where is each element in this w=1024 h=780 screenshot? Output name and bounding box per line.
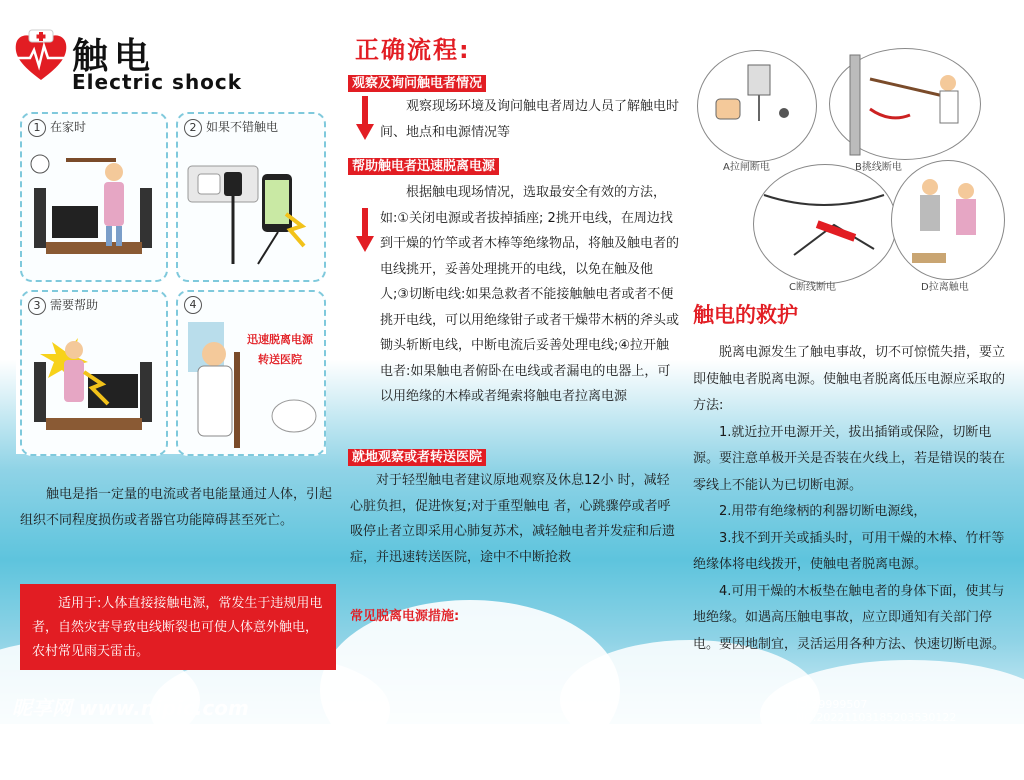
step1-label-wrap: [348, 72, 486, 91]
step3-section: [350, 468, 680, 570]
step2-label-wrap: [348, 155, 499, 174]
intro-section: [20, 482, 332, 534]
shock-scene: [22, 292, 166, 454]
pull-switch-icon: [698, 51, 816, 161]
panel-number: 2: [184, 119, 202, 137]
method-a-circle: [697, 50, 817, 162]
step3-label-wrap: [348, 446, 486, 465]
step2-text: 根据触电现场情况，选取最安全有效的方法，如:①关闭电源或者拔掉插座; 2挑开电线，在周边找到干燥的竹竿或者木棒等绝缘物品，将触及触电者的电线挑开，妥善处理挑开的电线，以免在触及他人;③切断电线:如果急救者不能接触触电者或者不便挑开电线，可以用绝缘钳子或者干燥带木柄的斧头或锄头斩断电线，中断电流后妥善处理电线;④拉开触电者:如果触电者俯卧在电线或者漏电的电器上，可以用绝缘的木棒或者绳索将触电者拉离电源: [380, 185, 680, 404]
caption-d: D拉离触电: [921, 282, 969, 293]
comic-illustration: [16, 110, 326, 454]
step1-label: 观察及询问触电者情况: [348, 75, 486, 92]
step2-label: 帮助触电者迅速脱离电源: [348, 158, 499, 175]
page-subtitle: Electric shock: [72, 70, 243, 94]
caption-a: A拉闸断电: [723, 162, 770, 173]
living-room-scene: [22, 114, 166, 280]
intro-text: 触电是指一定量的电流或者电能量通过人体，引起组织不同程度损伤或者器官功能障碍甚至死亡。: [20, 487, 333, 528]
cut-wire-icon: [754, 165, 896, 283]
step1-text: 观察现场环境及询问触电者周边人员了解触电时间、地点和电源情况等: [380, 99, 680, 140]
panel-label: 如果不错触电: [206, 120, 279, 134]
method-b-circle: [829, 48, 981, 160]
step1-section: [380, 94, 680, 145]
panel-number: 4: [184, 296, 202, 314]
applicable-box: 适用于:人体直接接触电源，常发生于违规用电者，自然灾害导致电线断裂也可使人体意外触电，农村常见雨天雷击。: [20, 584, 336, 670]
rescue-title: 触电的救护: [693, 303, 798, 327]
rescue-section: [693, 340, 1011, 658]
step2-section: [380, 180, 680, 410]
panel-label: 在家时: [50, 120, 87, 134]
watermark-info: ID:29999507 NO:20221103185203530122: [796, 698, 957, 724]
heart-nurse-cap-icon: [12, 28, 70, 82]
comic-panel-3: [20, 290, 168, 456]
rescue-paragraph: 4.可用干燥的木板垫在触电者的身体下面，使其与地绝缘。如遇高压触电事故，应立即通知有关部门停电。要因地制宜，灵活运用各种方法、快速切断电源。: [693, 583, 1006, 652]
sign-text: 迅速脱离电源 转送医院: [247, 333, 313, 366]
common-measures-label: 常见脱离电源措施:: [350, 609, 460, 624]
comic-panel-2: [176, 112, 326, 282]
rescue-paragraph: 1.就近拉开电源开关，拔出插销或保险，切断电源。要注意单极开关是否装在火线上，若是错误的装在零线上不能认为已切断电源。: [693, 424, 1006, 493]
rescue-methods-diagram: [693, 42, 1007, 292]
socket-phone-scene: [178, 114, 324, 280]
pull-person-icon: [892, 161, 1004, 279]
page-title: 触电: [72, 36, 157, 77]
doctor-scene: [178, 292, 324, 454]
lift-wire-icon: [830, 49, 980, 159]
down-arrow-icon: [356, 96, 374, 140]
rescue-paragraph: 3.找不到开关或插头时，可用干燥的木棒、竹杆等绝缘体将电线拨开，使触电者脱离电源。: [693, 530, 1005, 572]
comic-panel-4: [176, 290, 326, 456]
step3-text: 对于轻型触电者建议原地观察及休息12小 时，减轻心脏负担，促进恢复;对于重型触电 者，心跳骤停或者呼吸停止者立即采用心肺复苏术，减轻触电者并发症和后遗症，并迅速转送医院，途中不中断抢救: [350, 473, 676, 565]
panel-label: 需要帮助: [50, 298, 99, 312]
panel-number: 1: [28, 119, 46, 137]
panel-number: 3: [28, 297, 46, 315]
caption-b: B挑线断电: [855, 162, 902, 173]
rescue-paragraph: 脱离电源发生了触电事故，切不可惊慌失措，要立即使触电者脱离电源。使触电者脱离低压电源应采取的方法:: [693, 345, 1006, 413]
caption-c: C断线断电: [789, 282, 836, 293]
method-d-circle: [891, 160, 1005, 280]
method-c-circle: [753, 164, 897, 284]
step3-label: 就地观察或者转送医院: [348, 449, 486, 466]
watermark-site: 昵享网 www.nipic.com: [12, 696, 249, 720]
comic-panel-1: [20, 112, 168, 282]
down-arrow-icon: [356, 208, 374, 252]
procedure-title: 正确流程:: [355, 36, 471, 64]
rescue-paragraph: 2.用带有绝缘柄的利器切断电源线，: [719, 504, 927, 519]
